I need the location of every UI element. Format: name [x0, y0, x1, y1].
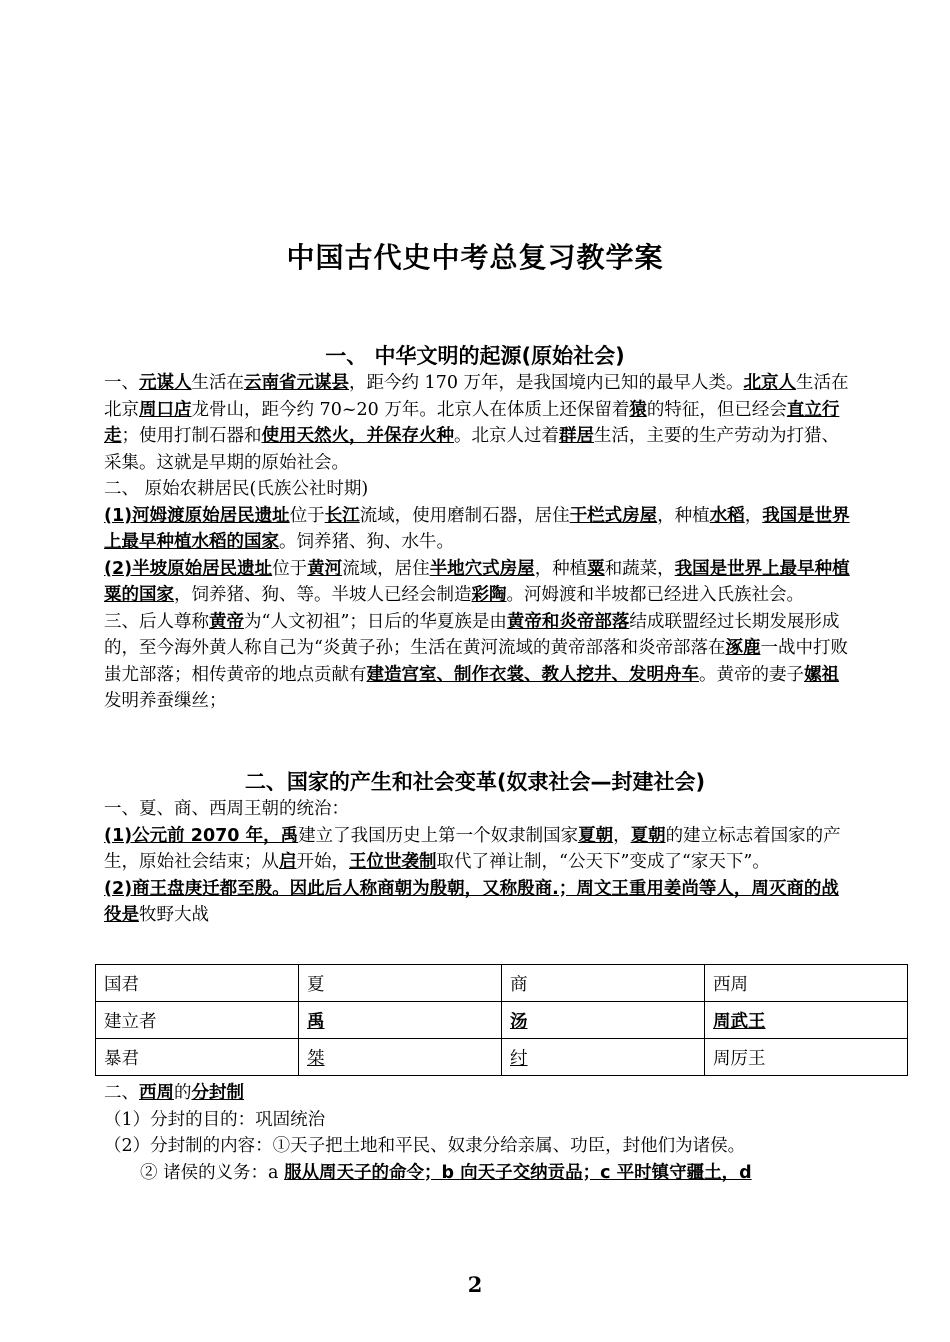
emphasis-text: 王位世袭制 [349, 852, 437, 872]
emphasis-text: (2)半坡原始居民遗址 [104, 558, 273, 579]
paragraph [104, 556, 850, 609]
section2-heading: 二、国家的产生和社会变革(奴隶社会—封建社会) [244, 770, 706, 794]
text-run: ，距今约 170 万年，是我国境内已知的最早人类。 [349, 373, 744, 393]
text-run: 。北京人过着 [454, 426, 559, 446]
emphasis-text: 汤 [510, 1011, 528, 1032]
text-run: ， [744, 505, 763, 526]
text-run: ， [613, 825, 631, 846]
text-run: ，种植 [534, 558, 588, 579]
emphasis-text: 元谋人 [139, 373, 192, 393]
text-run: 二、 [104, 1083, 139, 1103]
text-run: 生活，主要的生产劳动为打猎、采集。这就是早期的原始社会。 [104, 426, 839, 473]
paragraph [104, 609, 850, 715]
text-run: 建立了我国历史上第一个奴隶制国家 [298, 825, 579, 846]
dynasty-table [95, 964, 908, 1076]
emphasis-text: 夏朝 [630, 825, 666, 846]
emphasis-text: 嫘祖 [804, 664, 839, 685]
table-cell [96, 1039, 299, 1076]
paragraph [104, 796, 850, 823]
paragraph [104, 370, 850, 476]
emphasis-text: 我国是世界上最早种植粟的国家 [104, 558, 850, 605]
section1-heading: 一、 中华文明的起源(原始社会) [325, 344, 625, 368]
text-run: 桀 [307, 1048, 325, 1069]
document-title: 中国古代史中考总复习教学案 [286, 241, 664, 274]
table-cell [705, 1002, 908, 1039]
emphasis-text: 建造宫室、制作衣裳、教人挖井、发明舟车 [366, 664, 699, 685]
text-run: 流域，使用磨制石器，居住 [359, 505, 570, 526]
text-run: 周厉王 [713, 1048, 766, 1069]
text-run: 。黄帝的妻子 [699, 664, 804, 685]
text-run: 国君 [104, 974, 139, 995]
paragraph [104, 1080, 850, 1107]
text-run: ；使用打制石器和 [121, 426, 262, 446]
section2-body [104, 796, 850, 929]
table-row [96, 1039, 908, 1076]
emphasis-text: 猿 [629, 399, 647, 420]
table-cell [299, 1039, 502, 1076]
emphasis-text: 夏朝 [578, 825, 614, 846]
text-run: ② 诸侯的义务：a [140, 1162, 285, 1183]
text-run: 牧野大战 [139, 905, 209, 925]
section2-body-cont [104, 1080, 850, 1186]
paragraph [104, 876, 850, 929]
text-run: 的 [174, 1083, 192, 1103]
emphasis-text: 云南省元谋县 [244, 373, 349, 393]
text-run: 三、后人尊称 [104, 611, 209, 632]
text-run: 西周 [713, 974, 748, 995]
emphasis-text: 北京人 [743, 373, 797, 393]
text-run: 暴君 [104, 1048, 139, 1069]
text-run: 的特征，但已经会 [646, 399, 787, 420]
text-run: 。河姆渡和半坡都已经进入氏族社会。 [506, 585, 804, 605]
text-run: （2）分封制的内容：①天子把土地和平民、奴隶分给亲属、功臣，封他们为诸侯。 [104, 1136, 746, 1156]
emphasis-text: 西周 [139, 1083, 174, 1103]
text-run: ，种植 [657, 505, 710, 526]
text-run: 一、夏、商、西周王朝的统治： [104, 799, 349, 819]
emphasis-text: 分封制 [191, 1083, 244, 1103]
table-cell [705, 965, 908, 1002]
emphasis-text: 使用天然火，并保存火种 [261, 426, 454, 446]
text-run: 开始， [296, 852, 349, 872]
text-run: ，饲养猪、狗、等。半坡人已经会制造 [174, 585, 472, 605]
emphasis-text: 周口店 [139, 399, 192, 420]
paragraph [104, 1107, 850, 1134]
page-number: 2 [467, 1272, 483, 1297]
text-run: 。饲养猪、狗、水牛。 [279, 532, 454, 552]
paragraph [104, 1133, 850, 1160]
text-run: 夏 [307, 974, 325, 995]
emphasis-text: (1)公元前 2070 年，禹 [104, 825, 299, 846]
table-row [96, 965, 908, 1002]
emphasis-text: 群居 [559, 426, 594, 446]
emphasis-text: 黄河 [307, 558, 343, 579]
text-run: 一战中打败蚩尤部落；相传黄帝的地点贡献有 [104, 638, 848, 685]
text-run: 生活在北京 [104, 373, 849, 420]
text-run: 一、 [104, 373, 139, 393]
emphasis-text: 我国是世界上最早种植水稻的国家 [104, 505, 850, 552]
text-run: 发明养蚕缫丝； [104, 691, 227, 711]
table-cell [502, 965, 705, 1002]
text-run: 建立者 [104, 1011, 157, 1032]
text-run: 位于 [272, 558, 308, 579]
emphasis-text: 启 [279, 852, 297, 872]
text-run: 的建立标志着国家的产生，原始社会结束；从 [104, 825, 841, 872]
emphasis-text: 涿鹿 [725, 638, 761, 658]
text-run: 纣 [510, 1048, 528, 1069]
text-run: （1）分封的目的：巩固统治 [104, 1109, 326, 1130]
emphasis-text: 半地穴式房屋 [429, 558, 535, 579]
table-cell [299, 965, 502, 1002]
paragraph [104, 476, 850, 503]
table-cell [96, 965, 299, 1002]
emphasis-text: 长江 [324, 505, 360, 526]
section1-body [104, 370, 850, 715]
emphasis-text: 周武王 [713, 1011, 766, 1032]
text-run: 和蔬菜， [604, 558, 675, 579]
paragraph [104, 823, 850, 876]
emphasis-text: (2)商王盘庚迁都至殷。因此后人称商朝为殷朝，又称殷商.；周文王重用姜尚等人，周灭商的战役是 [104, 878, 839, 925]
emphasis-text: 彩陶 [471, 585, 507, 605]
text-run: 流域，居住 [342, 558, 430, 579]
text-run: 结成联盟经过长期发展形成的，至今海外黄人称自己为“炎黄子孙；生活在黄河流域的黄帝部落和炎帝部落在 [104, 611, 840, 658]
text-run: 龙骨山，距今约 70~20 万年。北京人在体质上还保留着 [191, 399, 630, 420]
table-cell [502, 1039, 705, 1076]
table-row [96, 1002, 908, 1039]
paragraph [104, 503, 850, 556]
table-cell [502, 1002, 705, 1039]
text-run: 二、 原始农耕居民(氏族公社时期) [104, 479, 369, 499]
emphasis-text: 黄帝 [209, 611, 244, 632]
table-cell [705, 1039, 908, 1076]
emphasis-text: 直立行走 [104, 399, 840, 446]
text-run: 为“人文初祖”；日后的华夏族是由 [244, 611, 507, 632]
table-cell [96, 1002, 299, 1039]
emphasis-text: (1)河姆渡原始居民遗址 [104, 505, 290, 526]
text-run: 商 [510, 974, 528, 995]
emphasis-text: 水稻 [709, 505, 745, 526]
paragraph [104, 1160, 850, 1187]
text-run: 取代了禅让制，“公天下”变成了“家天下”。 [436, 852, 770, 872]
text-run: 位于 [289, 505, 325, 526]
emphasis-text: 干栏式房屋 [569, 505, 658, 526]
emphasis-text: 粟 [587, 558, 605, 579]
emphasis-text: 禹 [307, 1011, 325, 1032]
emphasis-text: 服从周天子的命令；b 向天子交纳贡品；c 平时镇守疆土，d [284, 1162, 752, 1183]
text-run: 生活在 [191, 373, 244, 393]
table-cell [299, 1002, 502, 1039]
emphasis-text: 黄帝和炎帝部落 [506, 611, 630, 632]
